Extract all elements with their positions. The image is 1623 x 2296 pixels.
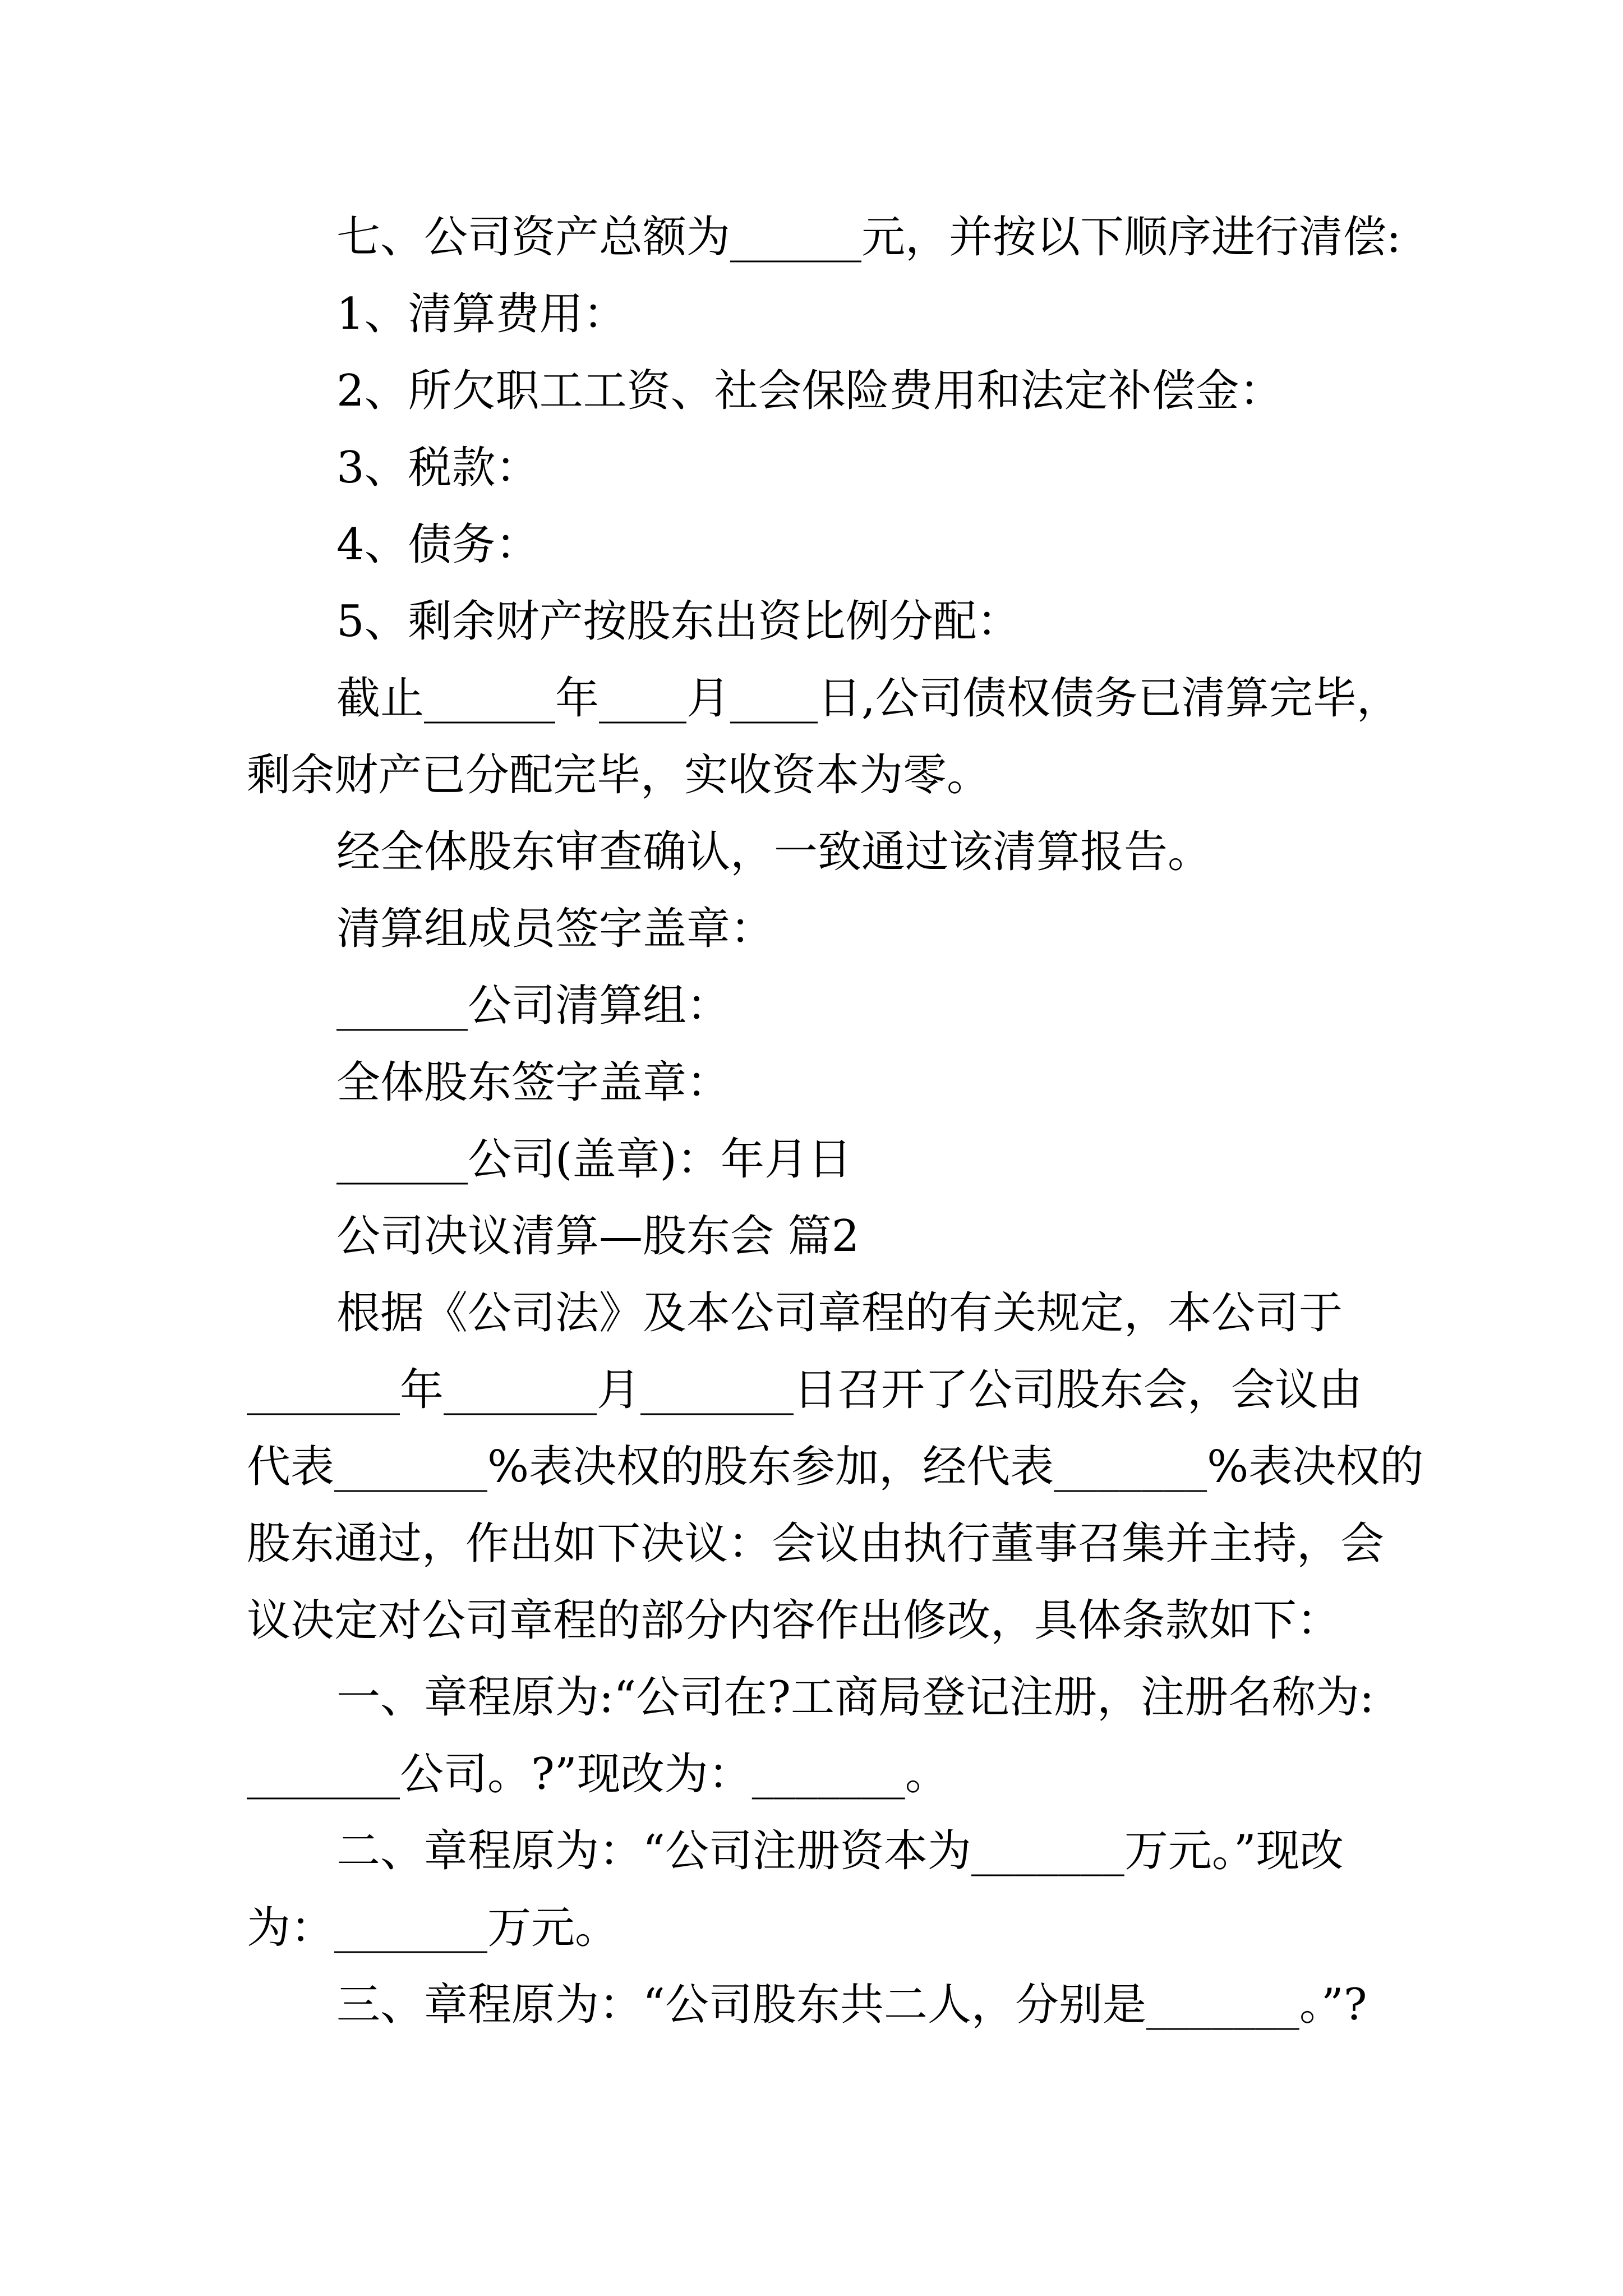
text-line: 根据《公司法》及本公司章程的有关规定，本公司于 xyxy=(336,1288,1343,1338)
text-line: 三、章程原为：“公司股东共二人，分别是_______。”? xyxy=(336,1980,1367,2030)
text-line: 剩余财产已分配完毕，实收资本为零。 xyxy=(247,750,991,800)
text-line: ______公司清算组： xyxy=(336,981,731,1031)
text-line: 代表_______%表决权的股东参加，经代表_______%表决权的 xyxy=(247,1442,1424,1492)
text-line: 全体股东签字盖章： xyxy=(336,1057,731,1108)
text-line: 股东通过，作出如下决议：会议由执行董事召集并主持，会 xyxy=(247,1519,1385,1569)
text-line: 截止______年____月____日,公司债权债务已清算完毕， xyxy=(336,673,1400,724)
document-body xyxy=(247,199,1424,2044)
text-line: 一、章程原为:“公司在?工商局登记注册，注册名称为: xyxy=(336,1672,1375,1723)
text-line: 5、剩余财产按股东出资比例分配： xyxy=(336,596,1021,647)
text-line: _______年_______月_______日召开了公司股东会，会议由 xyxy=(247,1365,1363,1415)
text-line: 4、债务： xyxy=(336,519,540,570)
text-line: 七、公司资产总额为______元，并按以下顺序进行清偿: xyxy=(336,212,1401,263)
text-line: 为：_______万元。 xyxy=(247,1903,619,1953)
text-line: 1、清算费用： xyxy=(336,289,627,339)
text-line: 3、税款： xyxy=(336,443,540,493)
text-line: 2、所欠职工工资、社会保险费用和法定补偿金： xyxy=(336,366,1283,416)
text-line: _______公司。?”现改为：_______。 xyxy=(247,1749,949,1800)
text-line: 议决定对公司章程的部分内容作出修改，具体条款如下： xyxy=(247,1595,1341,1646)
text-line: 经全体股东审查确认，一致通过该清算报告。 xyxy=(336,827,1212,877)
text-line: 清算组成员签字盖章： xyxy=(336,904,774,954)
section-heading: 公司决议清算—股东会 篇2 xyxy=(336,1211,860,1262)
text-line: ______公司(盖章)：年月日 xyxy=(336,1134,852,1185)
text-line: 二、章程原为：“公司注册资本为_______万元。”现改 xyxy=(336,1826,1344,1876)
